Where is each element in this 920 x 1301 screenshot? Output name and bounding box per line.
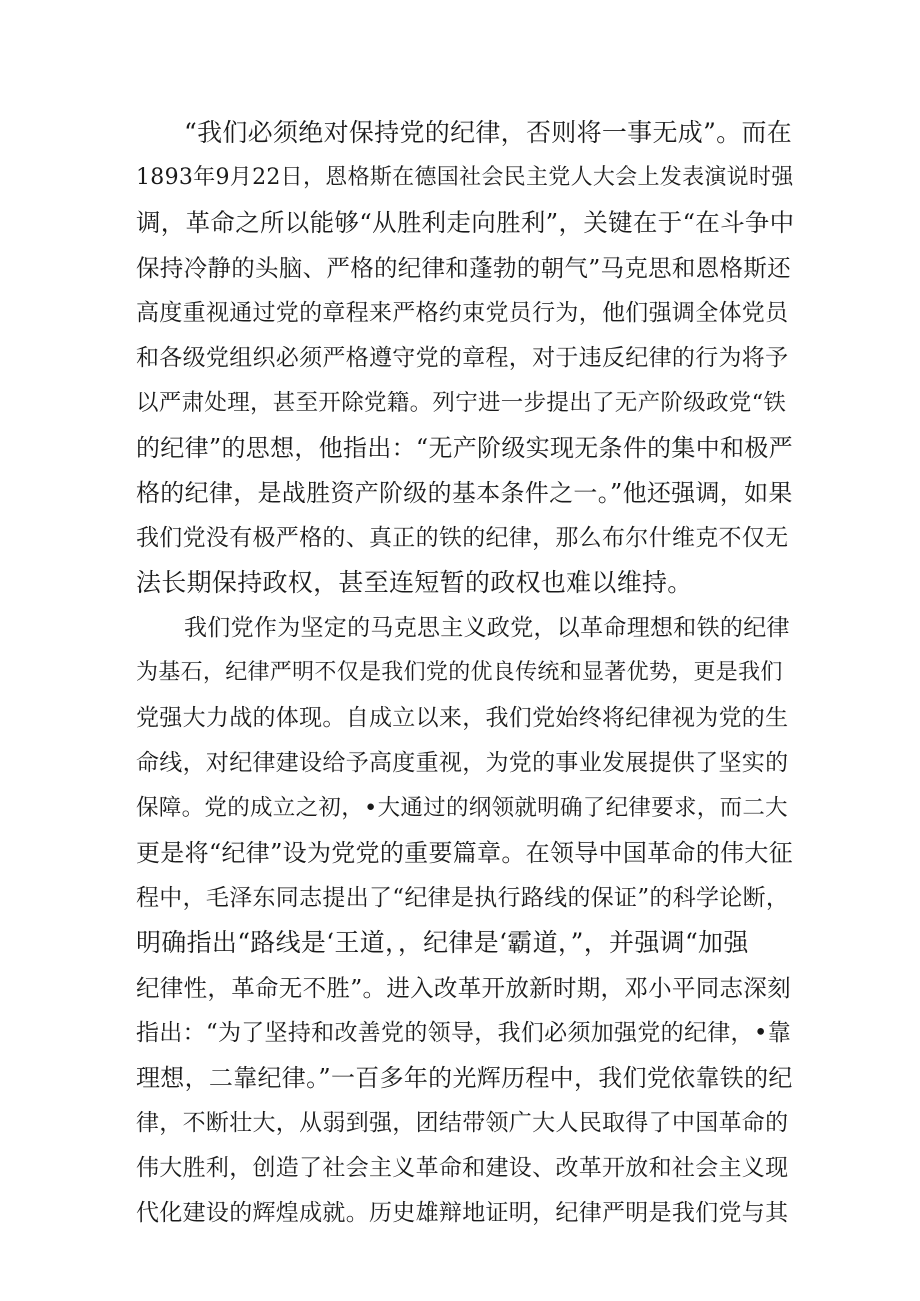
text-line: 程中，毛泽东同志提出了“纪律是执行路线的保证”的科学论断， <box>136 885 790 911</box>
text-line: 我们党没有极严格的、真正的铁的纪律，那么布尔什维克不仅无 <box>136 525 789 551</box>
text-line: 格的纪律，是战胜资产阶级的基本条件之一。”他还强调，如果 <box>136 479 793 507</box>
text-line: 为基石，纪律严明不仅是我们党的优良传统和显著优势，更是我们 <box>136 660 783 685</box>
text-line: 保障。党的成立之初，•大通过的纲领就明确了纪律要求，而二大 <box>136 795 788 821</box>
text-line: 1893年9月22日，恩格斯在德国社会民主党人大会上发表演说时强 <box>136 165 794 190</box>
text-line: 党强大力战的体现。自成立以来，我们党始终将纪律视为党的生 <box>136 705 789 731</box>
text-line: 和各级党组织必须严格遵守党的章程，对于违反纪律的行为将予 <box>136 345 789 371</box>
text-line: 我们党作为坚定的马克思主义政党，以革命理想和铁的纪律 <box>184 615 790 641</box>
text-line: 代化建设的辉煌成就。历史雄辩地证明，纪律严明是我们党与其 <box>136 1200 789 1226</box>
text-line: 调，革命之所以能够“从胜利走向胜利”，关键在于“在斗争中 <box>136 208 795 237</box>
text-line: 理想，二靠纪律。”一百多年的光辉历程中，我们党依靠铁的纪 <box>136 1064 793 1092</box>
text-line: 更是将“纪律”设为党党的重要篇章。在领导中国革命的伟大征 <box>136 839 793 867</box>
text-line: “我们必须绝对保持党的纪律，否则将一事无成”。而在 <box>184 118 793 147</box>
text-line: 纪律性，革命无不胜”。进入改革开放新时期，邓小平同志深刻 <box>136 974 791 1002</box>
text-line: 明确指出“路线是‘王道，，纪律是‘霸道，”，并强调“加强 <box>136 928 749 957</box>
text-line: 法长期保持政权，甚至连短暂的政权也难以维持。 <box>136 568 693 597</box>
text-line: 保持冷静的头脑、严格的纪律和蓬勃的朝气”马克思和恩格斯还 <box>136 254 791 282</box>
text-line: 以严肃处理，甚至开除党籍。列宁进一步提出了无产阶级政党“铁 <box>136 390 787 416</box>
text-line: 高度重视通过党的章程来严格约束党员行为，他们强调全体党员 <box>136 300 789 326</box>
text-line: 指出：“为了坚持和改善党的领导，我们必须加强党的纪律，•靠 <box>136 1020 792 1046</box>
text-line: 伟大胜利，创造了社会主义革命和建设、改革开放和社会主义现 <box>136 1155 789 1181</box>
text-line: 的纪律”的思想，他指出：“无产阶级实现无条件的集中和极严 <box>136 434 793 462</box>
text-line: 律，不断壮大，从弱到强，团结带领广大人民取得了中国革命的 <box>136 1110 789 1136</box>
text-line: 命线，对纪律建设给予高度重视，为党的事业发展提供了坚实的 <box>136 750 789 776</box>
